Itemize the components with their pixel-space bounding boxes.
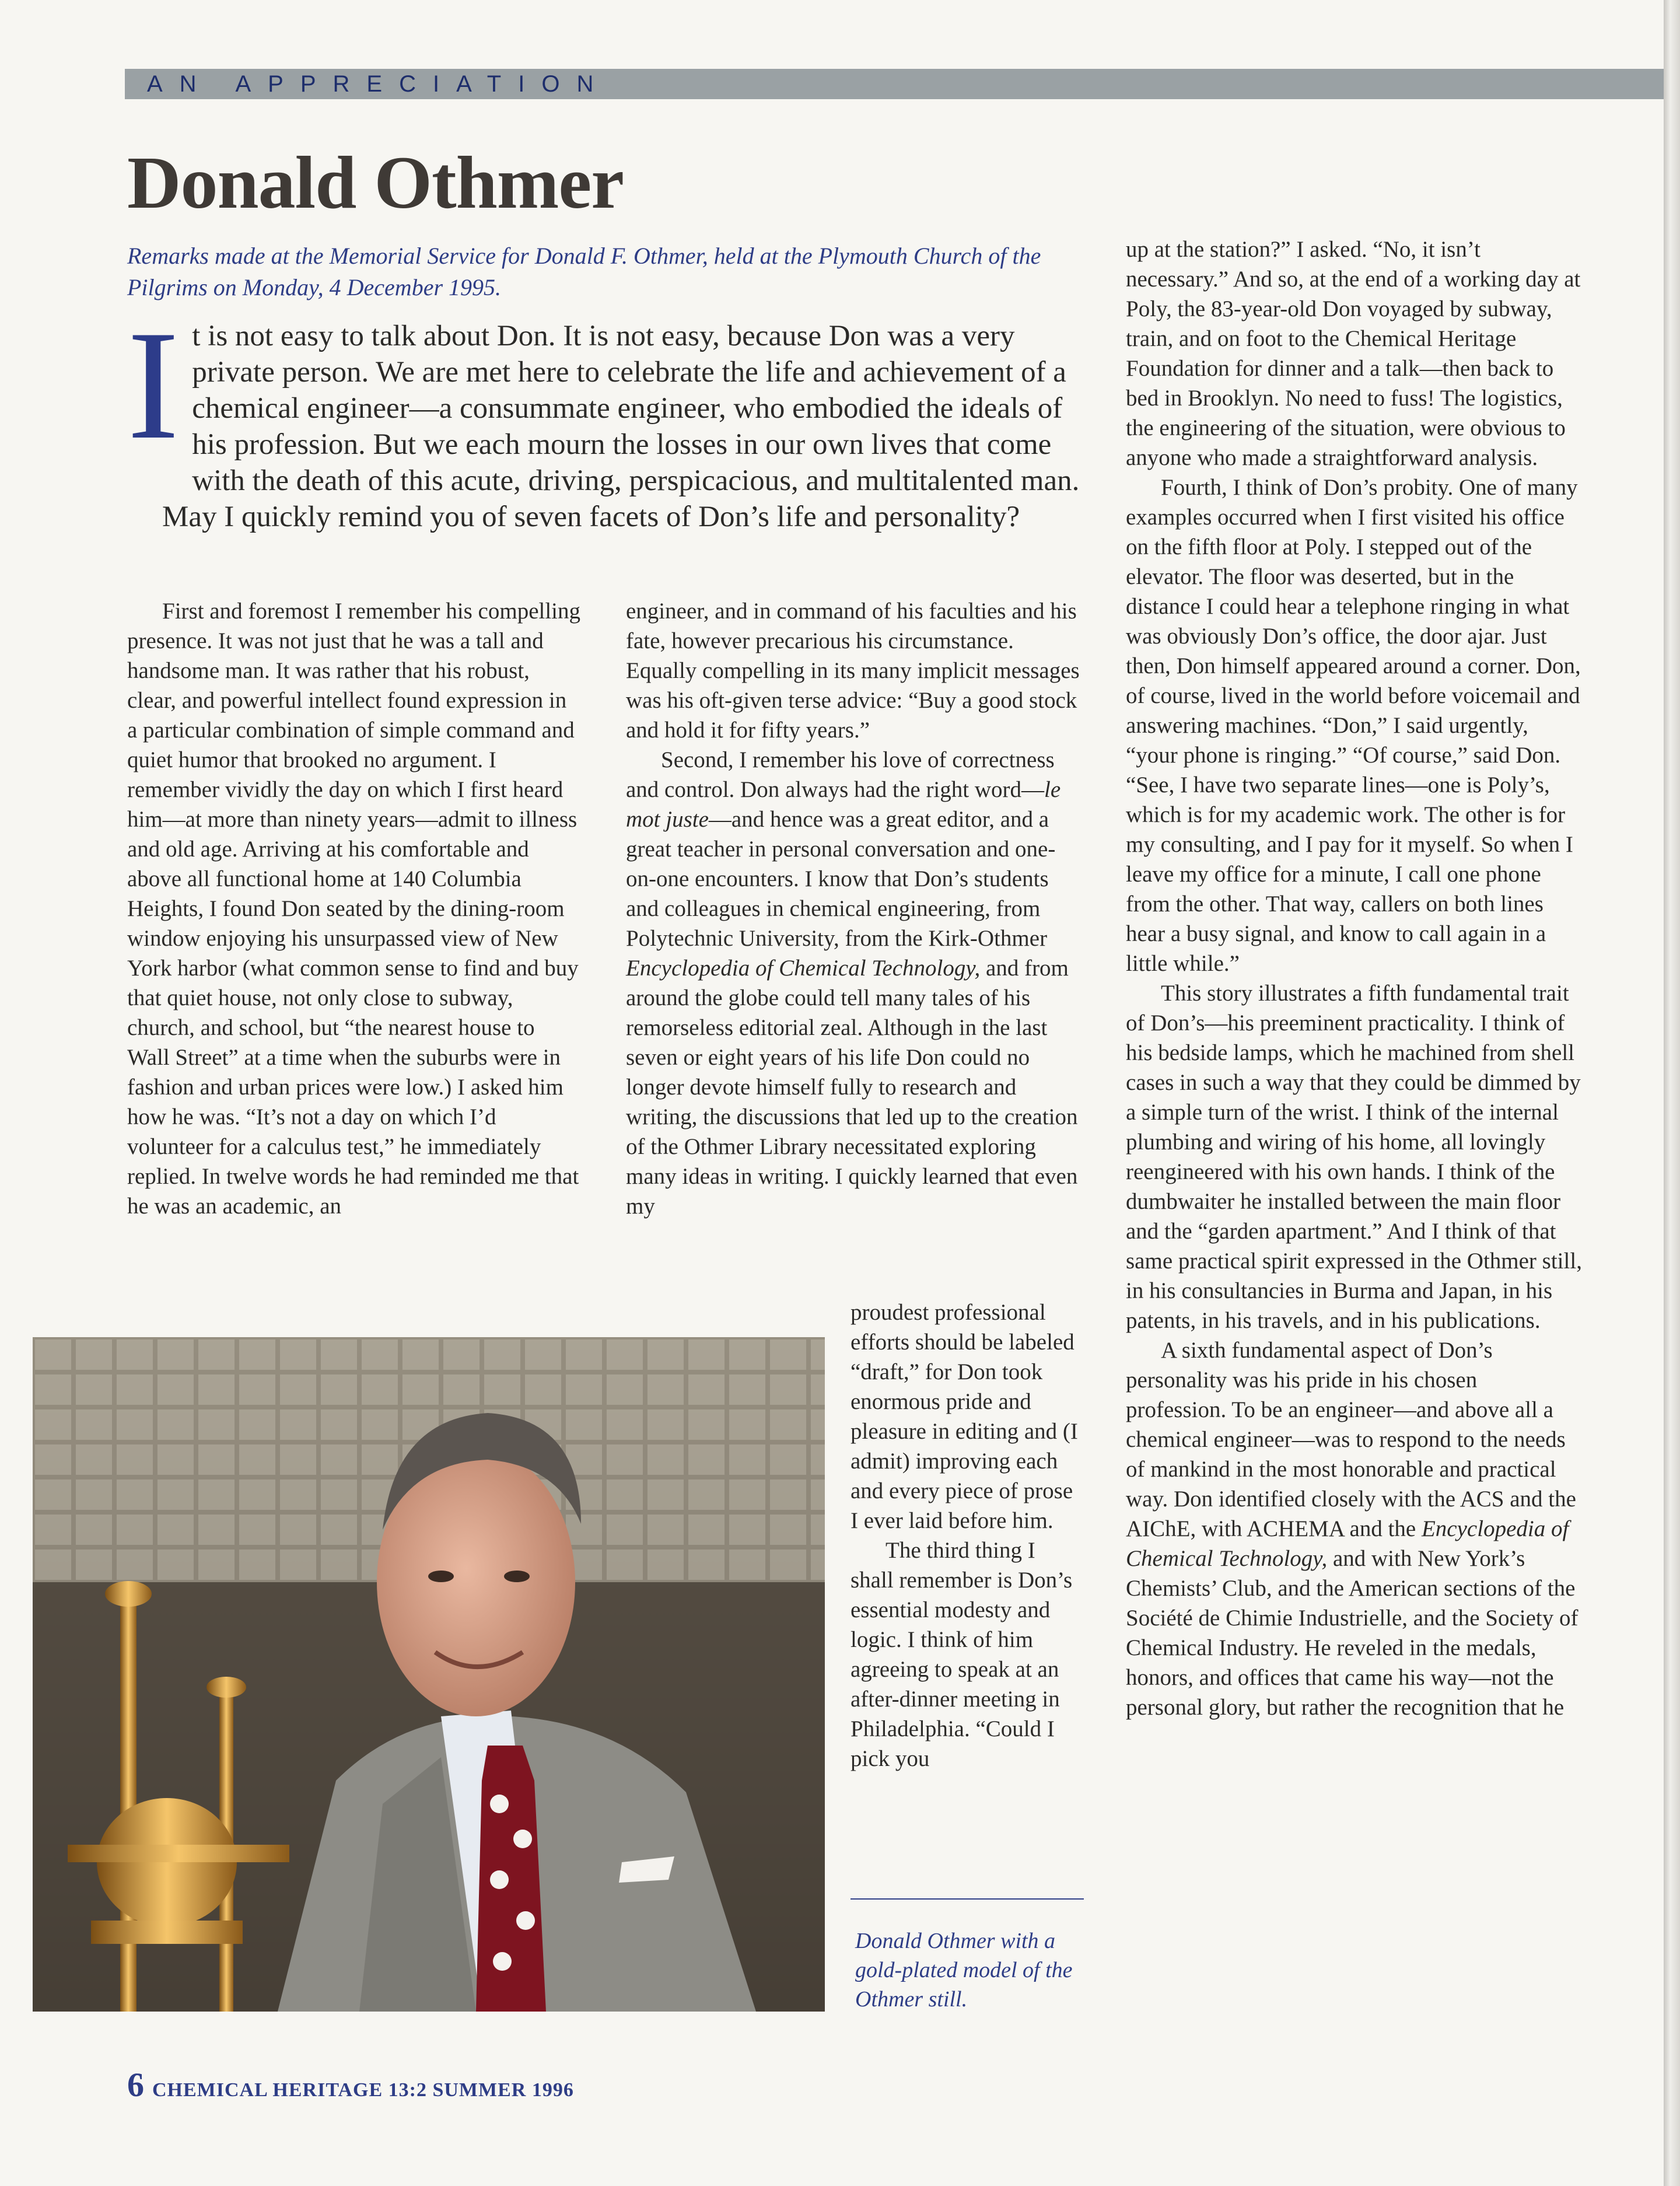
body-column-3 [1126, 235, 1582, 1722]
page-edge [1664, 0, 1680, 2186]
photo-caption: Donald Othmer with a gold-plated model of the Othmer still. [855, 1929, 1073, 2012]
body-paragraph: engineer, and in command of his faculties and his fate, however precarious his circumstance. Equally compelling in its many implicit messages was his oft-given terse advice: “Buy a good stock and hold it for fifty years.” [626, 599, 1080, 743]
portrait-photo [33, 1337, 825, 2012]
body-paragraph [1126, 1335, 1582, 1722]
body-paragraph: The third thing I shall remember is Don’s essential modesty and logic. I think of him agreeing to speak at an after-dinner meeting in Philadelphia. “Could I pick you [850, 1538, 1073, 1771]
body-paragraph: Fourth, I think of Don’s probity. One of many examples occurred when I first visited his office on the fifth floor at Poly. I stepped out of the elevator. The floor was deserted, but in the distance I could hear a telephone ringing in what was obviously Don’s office, the door ajar. Just then, Don himself appeared around a corner. Don, of course, lived in the world before voicemail and answering machines. “Don,” I said urgently, “your phone is ringing.” “Of course,” said Don. “See, I have two separate lines—one is Poly’s, which is for my academic work. The other is for my consulting, and I pay for it myself. So when I leave my office for a minute, I call one phone from the other. That way, callers on both lines hear a busy signal, and know to call again in a little while.” [1126, 475, 1581, 976]
italic-text: Encyclopedia of Chemical Technology, [626, 956, 981, 981]
section-banner-label: AN APPRECIATION [147, 71, 611, 97]
lead-question: May I quickly remind you of seven facets of Don’s life and personality? [162, 501, 1020, 533]
body-paragraph: This story illustrates a fifth fundamental trait of Don’s—his preeminent practicality. I think of his bedside lamps, which he machined from shell cases in such a way that they could be dimmed by a simple turn of the wrist. I think of the internal plumbing and wiring of his home, all lovingly reengineered with his own hands. I think of the dumbwaiter he installed between the main floor and the “garden apartment.” And I think of that same practical spirit expressed in the Othmer still, in his consultancies in Burma and Japan, in his patents, in his travels, and in his publications. [1126, 981, 1582, 1333]
body-paragraph: up at the station?” I asked. “No, it isn’t necessary.” And so, at the end of a working day at Poly, the 83-year-old Don voyaged by subway, train, and on foot to the Chemical Heritage Foundation for dinner and a talk—then back to bed in Brooklyn. No need to fuss! The logistics, the engineering of the situation, were obvious to anyone who made a straightforward analysis. [1126, 237, 1581, 470]
body-column-2-continued [850, 1297, 1084, 1774]
text-run: A sixth fundamental aspect of Don’s personality was his pride in his chosen profession. To be an engineer—and above all a chemical engineer—was to respond to the needs of mankind in the most honorable and practical way. Don identified closely with the ACS and the AIChE, with ACHEMA and the [1126, 1338, 1576, 1541]
text-run: Second, I remember his love of correctness and control. Don always had the right word— [626, 747, 1055, 802]
article-subtitle: Remarks made at the Memorial Service for Donald F. Othmer, held at the Plymouth Church of the Pilgrims on Monday, 4 December 1995. [127, 243, 1041, 300]
italic-text: le mot juste [626, 777, 1061, 832]
page-footer [127, 2065, 574, 2104]
publication-info: CHEMICAL HERITAGE 13:2 SUMMER 1996 [152, 2079, 574, 2101]
article-title: Donald Othmer [127, 141, 624, 224]
body-paragraph: First and foremost I remember his compelling presence. It was not just that he was a tall and handsome man. It was rather that his robust, clear, and powerful intellect found expression in a particular combination of simple command and quiet humor that brooked no argument. I remember vividly the day on which I first heard him—at more than ninety years—admit to illness and old age. Arriving at his comfortable and above all functional home at 140 Columbia Heights, I found Don seated by the dining-room window enjoying his unsurpassed view of New York harbor (what common sense to find and buy that quiet house, not only close to subway, church, and school, but “the nearest house to Wall Street” at a time when the suburbs were in fashion and urban prices were low.) I asked him how he was. “It’s not a day on which I’d volunteer for a calculus test,” he immediately replied. In twelve words he had reminded me that he was an academic, an [127, 599, 581, 1219]
text-run: —and hence was a great editor, and a great teacher in personal conversation and one-on-one encounters. I know that Don’s students and colleagues in chemical engineering, from Polytechnic University, from the Kirk-Othmer [626, 807, 1056, 951]
body-column-1 [127, 596, 582, 1221]
italic-text: Encyclopedia of Chemical Technology, [1126, 1516, 1569, 1571]
text-run: and from around the globe could tell many tales of his remorseless editorial zeal. Although in the last seven or eight years of his life Don could no longer devote himself fully to research and writing, the discussions that led up to the creation of the Othmer Library necessitated exploring many ideas in writing. I quickly learned that even my [626, 956, 1078, 1219]
portrait-illustration [33, 1337, 825, 2012]
lead-paragraph [127, 298, 1090, 535]
section-banner [125, 69, 1664, 99]
body-column-2 [626, 596, 1081, 1221]
caption-divider [850, 1898, 1084, 1900]
body-paragraph [626, 745, 1081, 1221]
drop-cap: I [127, 298, 180, 471]
body-paragraph: proudest professional efforts should be labeled “draft,” for Don took enormous pride and pleasure in editing and (I admit) improving each and every piece of prose I ever laid before him. [850, 1300, 1078, 1533]
lead-text: t is not easy to talk about Don. It is not easy, because Don was a very private person. We are met here to celebrate the life and achievement of a chemical engineer—a consummate engineer, who embodied the ideals of his profession. But we each mourn the losses in our own lives that come with the death of this acute, driving, perspicacious, and multitalented man. [192, 320, 1080, 497]
text-run: and with New York’s Chemists’ Club, and the American sections of the Société de Chimie Industrielle, and the Society of Chemical Industry. He reveled in the medals, honors, and offices that came his way—not the personal glory, but rather the recognition that he [1126, 1546, 1578, 1720]
page-number: 6 [127, 2066, 144, 2104]
